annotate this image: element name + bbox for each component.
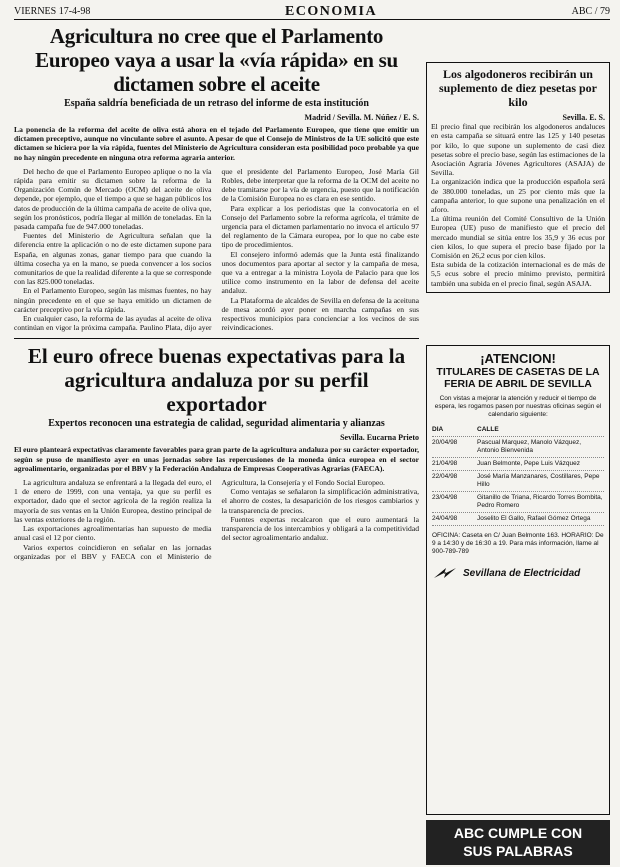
paragraph: Como ventajas se señalaron la simplificación administrativa, el ahorro de costes, la desaparición de los riesgos cambiarios y la transparencia de precios. xyxy=(221,487,419,515)
divider xyxy=(14,338,419,339)
ad-title: ¡ATENCION! xyxy=(480,351,556,366)
ad2-line2: SUS PALABRAS xyxy=(463,843,573,859)
paragraph: En cualquier caso, la reforma de las ayudas al aceite de oliva continúan en vigor la próxima campaña. Paulino Plata, dijo ayer que el presidente del Parlamento Europeo, José María Gil Robles, debe interpretar que la reforma de la OCM del aceite no debe tramitarse por la vía de urgencia, puesto que la notificación de la Comisión Europea no es clara en ese sentido. xyxy=(14,166,419,333)
street: Gitanillo de Triana, Ricardo Torres Bombita, Pedro Romero xyxy=(477,494,603,509)
paragraph: Las exportaciones agroalimentarias han supuesto de media anual casi el 12 por ciento. xyxy=(14,524,212,543)
paragraph: La última reunión del Comité Consultivo de la Unión Europea (UE) puso de manifiesto que el precio del mercado mundial se sitúa entre los 35,9 y 36 ecus por cien kilos, lo que supera el precio base fijado por la Comisión en 26,2 ecus por cien kilos. xyxy=(431,214,605,261)
advertisement-feria xyxy=(426,345,610,815)
paragraph: Del hecho de que el Parlamento Europeo aplique o no la vía rápida para emitir su dictamen sobre la reforma de la Organización Común de Mercado (OCM) del aceite de oliva depende, por ejemplo, que el tiempo a que se hagan públicos los datos de producción de la última campaña de aceite de oliva que, según los pronósticos, podría llegar al millón de toneladas. En la pasada campaña fue de 947.000 toneladas. xyxy=(14,166,212,232)
paragraph: El precio final que recibirán los algodoneros andaluces en esta campaña se situará entre las 125 y 140 pesetas por kilo, lo que supone un suplemento de casi diez pesetas sobre el precio base, según las estimaciones de la Asociación Agraria Jóvenes Agricultores (ASAJA) de Sevilla. xyxy=(431,122,605,178)
paragraph: Para explicar a los periodistas que la convocatoria en el Consejo del Parlamento sobre la reforma agrícola, el trámite de urgencia para el dictamen parlamentario no invoca el artículo 97 del reglamento de la Cámara europea, por lo que no cabe este tipo de procedimientos. xyxy=(221,203,419,250)
paragraph: La Plataforma de alcaldes de Sevilla en defensa de la aceituna de mesa acordó ayer poner en marcha campañas en sus respectivos municipios para concienciar a los vecinos de sus reivindicaciones. xyxy=(221,295,419,333)
sidebar-box xyxy=(426,62,610,293)
sidebar-byline: Sevilla. E. S. xyxy=(562,113,605,122)
brand-name: Sevillana de Electricidad xyxy=(463,567,581,579)
article1-headline: Agricultura no cree que el Parlamento Europeo vaya a usar la «vía rápida» en su dictamen sobre el aceite xyxy=(35,24,398,96)
paragraph: La organización indica que la producción española será de 380.000 toneladas, un 25 por ciento más que la campaña anterior, lo que supone una penalización en el aforo. xyxy=(431,177,605,215)
ad2-line1: ABC CUMPLE CON xyxy=(453,825,583,841)
day: 23/04/98 xyxy=(432,494,458,501)
schedule-row xyxy=(432,471,604,492)
ad-intro: Con vistas a mejorar la atención y reducir el tiempo de espera, les rogamos pasen por nuestras oficinas según el calendario siguiente: xyxy=(434,395,602,418)
ad-subtitle: TITULARES DE CASETAS DE LA FERIA DE ABRIL DE SEVILLA xyxy=(436,366,600,390)
main-column xyxy=(14,24,419,561)
paragraph: Varios expertos coincidieron en señalar en las jornadas organizadas por el BBV y FAECA con el Ministerio de Agricultura, la Consejería y el Fondo Social Europeo. xyxy=(14,478,385,561)
day: 24/04/98 xyxy=(432,515,458,522)
article2-headline: El euro ofrece buenas expectativas para la agricultura andaluza por su perfil exportador xyxy=(27,344,406,417)
street-header: CALLE xyxy=(477,426,499,433)
schedule-row xyxy=(432,437,604,458)
article1-lead: La ponencia de la reforma del aceite de oliva está ahora en el tejado del Parlamento Europeo, que tiene que emitir un dictamen preceptivo, aunque no vinculante sobre el asunto. A pesar de que el Consejo de Ministros de la UE solicitó que este dictamen se hiciera por la vía rápida, fuentes del Ministerio de Agricultura consideran esta posibilidad poco probable ya que no hay ningún precedente en ninguna otra reforma agraria anterior. xyxy=(14,125,419,162)
street: José María Manzanares, Costillares, Pepe Hillo xyxy=(477,473,600,488)
ad-brand xyxy=(432,566,604,580)
street: Joselito El Gallo, Rafael Gómez Ortega xyxy=(477,515,591,522)
ad-office-info: OFICINA: Caseta en C/ Juan Belmonte 163. HORARIO: De 9 a 14:30 y de 16:30 a 19. Para más información, llame al 900-789-789 xyxy=(432,532,604,555)
article2-lead: El euro planteará expectativas claramente favorables para gran parte de la agricultura andaluza por su carácter exportador, según se puso de manifiesto ayer en unas jornadas sobre las repercusiones de la moneda única europea en el sector agroalimentario, organizadas por el BBV y la Federación Andaluza de Empresas Cooperativas Agrarias (FAECA). xyxy=(14,445,419,473)
lightning-logo-icon xyxy=(432,566,458,580)
section-title: ECONOMIA xyxy=(284,3,378,19)
article1-subhead: España saldría beneficiada de un retraso del informe de esta institución xyxy=(64,98,369,109)
schedule-header xyxy=(432,424,604,437)
schedule-row xyxy=(432,492,604,513)
article2-subhead: Expertos reconocen una estrategia de calidad, seguridad alimentaria y alianzas xyxy=(48,418,385,430)
sidebar-headline: Los algodoneros recibirán un suplemento de diez pesetas por kilo xyxy=(439,67,597,109)
advertisement-abc xyxy=(426,820,610,865)
schedule-row xyxy=(432,458,604,471)
paragraph: Fuentes del Ministerio de Agricultura señalan que la diferencia entre la aplicación o no de este dictamen supone para España, en algunas zonas, ganar tiempo para que cuando la última cosecha ya en la mano, se pueda convencer a los socios comunitarios de que la realidad diferente a la que se corresponde con las 825.000 toneladas. xyxy=(14,231,212,287)
article1-body xyxy=(14,167,419,333)
page-header xyxy=(14,4,610,20)
street: Juan Belmonte, Pepe Luis Vázquez xyxy=(477,460,580,467)
page-number: ABC / 79 xyxy=(571,6,610,17)
street: Pascual Marquez, Manolo Vázquez, Antonio Bienvenida xyxy=(477,439,582,454)
paragraph: Fuentes expertas recalcaron que el euro aumentará la transparencia de los intercambios y obligará a la competitividad del sector agroalimentario andaluz. xyxy=(221,514,419,543)
day: 21/04/98 xyxy=(432,460,458,467)
day: 20/04/98 xyxy=(432,439,458,446)
paragraph: Esta subida de la cotización internacional es de más de 5,5 ecus sobre el precio mínimo previsto, permitirá también una subida en el precio final, según ASAJA. xyxy=(431,260,605,288)
paragraph: El consejero informó además que la Junta está finalizando unos documentos para aportar al sector y la campaña de mesa, que va a entregar a la ministra Loyola de Palacio para que los utilice como instrumento en la labor de defensa del aceite andaluz. xyxy=(221,249,419,296)
paragraph: En el Parlamento Europeo, según las mismas fuentes, no hay ningún precedente en el que se haya emitido un dictamen de carácter preceptivo por la vía rápida. xyxy=(14,286,212,314)
schedule-row xyxy=(432,513,604,526)
issue-date: VIERNES 17-4-98 xyxy=(14,6,91,17)
paragraph: La agricultura andaluza se enfrentará a la llegada del euro, el 1 de enero de 1999, con una ventaja, ya que su perfil es exportador, dado que el sector agrícola de la región realiza la mayoría de sus ventas en la Unión Europea, destino principal de las ventas exteriores de la región. xyxy=(14,478,212,524)
sidebar-article xyxy=(426,62,610,293)
article1-byline: Madrid / Sevilla. M. Núñez / E. S. xyxy=(304,113,419,122)
article2-byline: Sevilla. Eucarna Prieto xyxy=(340,433,419,443)
day-header: DIA xyxy=(432,426,444,433)
day: 22/04/98 xyxy=(432,473,458,480)
article2-body xyxy=(14,478,419,561)
